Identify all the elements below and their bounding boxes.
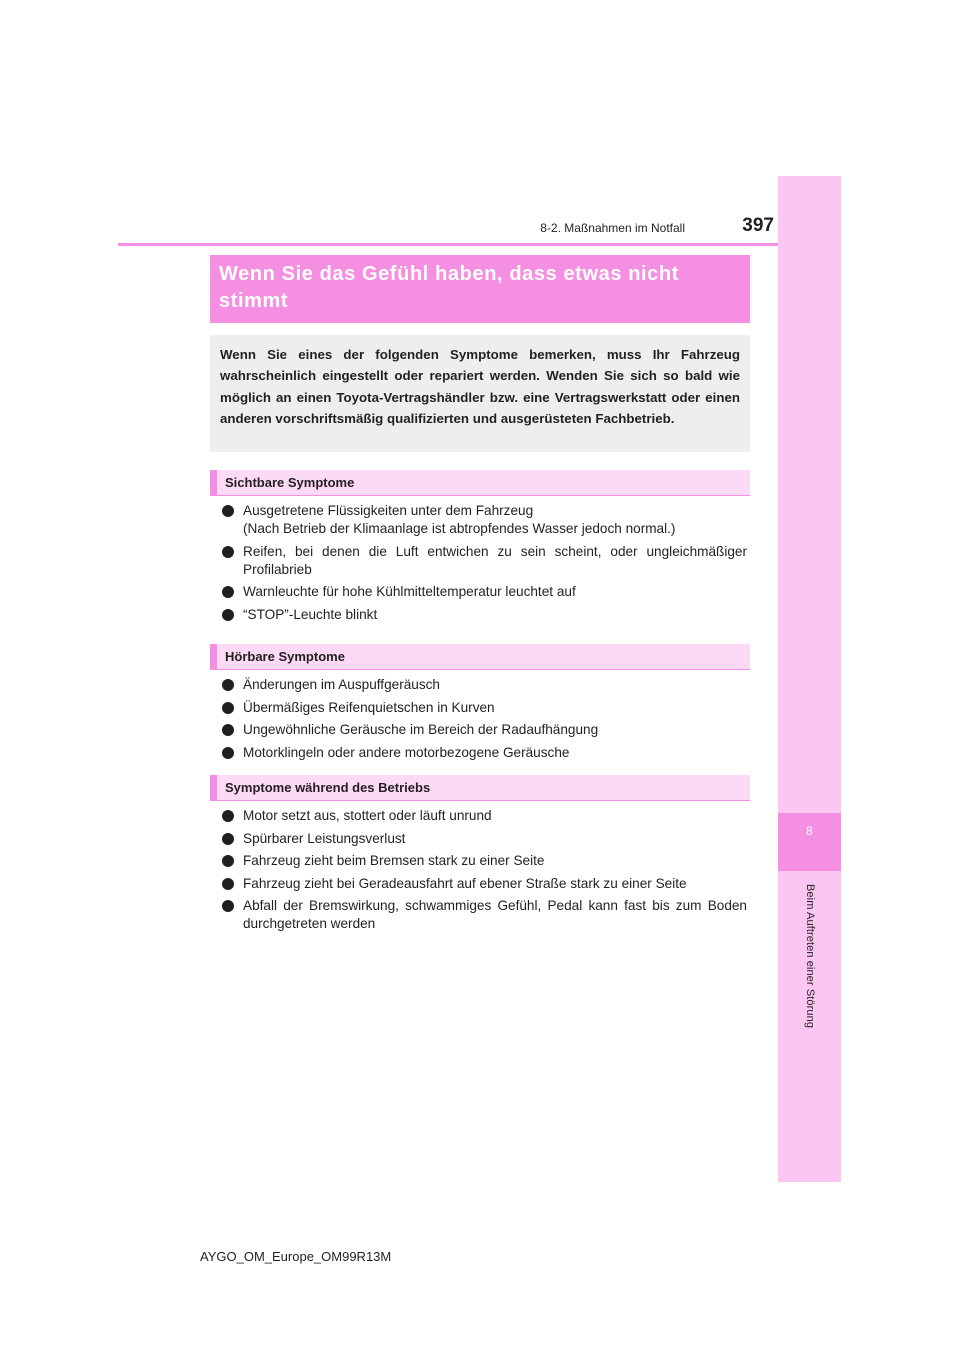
operation-symptoms-list [222,807,747,938]
bullet-icon [222,505,234,517]
list-item-text: Übermäßiges Reifenquietschen in Kurven [243,699,495,715]
list-item [222,606,747,624]
list-item [222,807,747,825]
intro-box [210,335,750,452]
section-heading-visible: Sichtbare Symptome [210,470,750,496]
section-name: 8-2. Maßnahmen im Notfall [540,221,685,235]
section-heading-audible: Hörbare Symptome [210,644,750,670]
bullet-icon [222,724,234,736]
bullet-icon [222,679,234,691]
bullet-icon [222,702,234,714]
list-item [222,699,747,717]
list-item [222,830,747,848]
title-banner [210,255,750,323]
list-item-text: “STOP”-Leuchte blinkt [243,606,378,622]
list-item-text: Fahrzeug zieht bei Geradeausfahrt auf ebener Straße stark zu einer Seite [243,875,687,891]
bullet-icon [222,586,234,598]
bullet-icon [222,546,234,558]
bullet-icon [222,878,234,890]
list-item-text: Reifen, bei denen die Luft entwichen zu sein scheint, oder ungleichmäßiger Profilabrieb [243,543,747,577]
list-item-text: Fahrzeug zieht beim Bremsen stark zu einer Seite [243,853,545,868]
list-item [222,583,747,601]
list-item [222,897,747,933]
list-item-text: Motorklingeln oder andere motorbezogene Geräusche [243,744,570,760]
list-item-text: Abfall der Bremswirkung, schwammiges Gefühl, Pedal kann fast bis zum Boden durchgetreten werden [243,898,747,931]
document-id: AYGO_OM_Europe_OM99R13M [200,1249,392,1264]
bullet-icon [222,609,234,621]
bullet-icon [222,833,234,845]
list-item-text: Änderungen im Auspuffgeräusch [243,677,440,692]
bullet-icon [222,855,234,867]
chapter-number: 8 [806,824,813,838]
list-item-note: (Nach Betrieb der Klimaanlage ist abtropfendes Wasser jedoch normal.) [243,521,676,536]
visible-symptoms-list [222,502,747,628]
list-item [222,852,747,870]
header-rule [118,243,778,246]
bullet-icon [222,810,234,822]
page-number: 397 [742,215,774,236]
list-item-text: Motor setzt aus, stottert oder läuft unrund [243,808,492,823]
list-item [222,676,747,694]
list-item [222,875,747,893]
chapter-tab [778,813,841,871]
bullet-icon [222,900,234,912]
audible-symptoms-list [222,676,747,766]
list-item-text: Warnleuchte für hohe Kühlmitteltemperatur leuchtet auf [243,584,576,599]
list-item [222,543,747,579]
list-item [222,721,747,739]
bullet-icon [222,747,234,759]
intro-text: Wenn Sie eines der folgenden Symptome bemerken, muss Ihr Fahrzeug wahrscheinlich eingestellt oder repariert werden. Wenden Sie sich so bald wie möglich an einen Toyota-Vertragshändler bzw. eine Vertragswerkstatt oder einen anderen vorschriftsmäßig qualifizierten und ausgerüsteten Fachbetrieb. [220,347,740,426]
list-item-text: Spürbarer Leistungsverlust [243,830,406,846]
list-item [222,502,747,538]
list-item [222,744,747,762]
list-item-text: Ungewöhnliche Geräusche im Bereich der Radaufhängung [243,722,599,737]
chapter-title: Beim Auftreten einer Störung [804,884,816,1029]
page-title: Wenn Sie das Gefühl haben, dass etwas nicht stimmt [219,263,679,312]
list-item-text: Ausgetretene Flüssigkeiten unter dem Fahrzeug [243,503,534,518]
section-heading-operation: Symptome während des Betriebs [210,775,750,801]
